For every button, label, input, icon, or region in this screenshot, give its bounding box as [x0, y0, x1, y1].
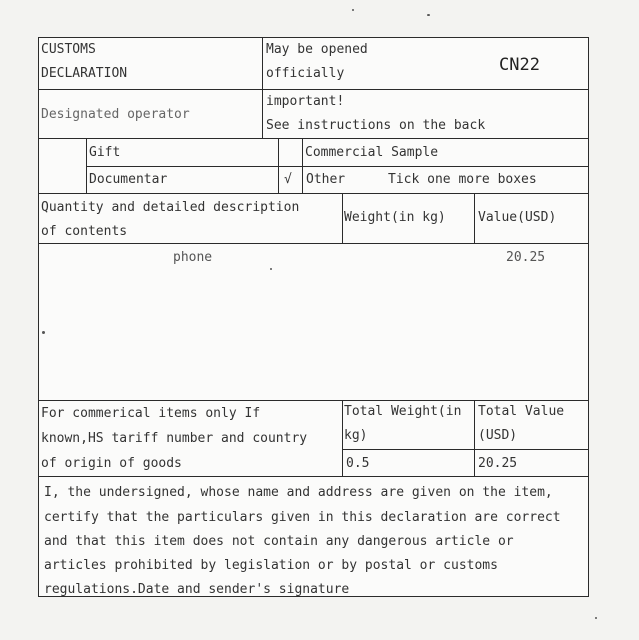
may-be-opened-line1: May be opened — [266, 42, 368, 57]
category-gift: Gift — [89, 145, 121, 160]
total-value-label-line2: (USD) — [478, 428, 518, 443]
form-title-line1: CUSTOMS — [41, 42, 96, 57]
contents-desc-line2: of contents — [41, 224, 128, 239]
form-title-line2: DECLARATION — [41, 66, 128, 81]
total-weight-label-line2: kg) — [344, 428, 368, 443]
scan-speck — [595, 617, 597, 619]
total-value-amount: 20.25 — [478, 456, 518, 471]
instructions-label: See instructions on the back — [266, 118, 486, 133]
value-header: Value(USD) — [478, 210, 557, 225]
rule-contents-area — [38, 400, 589, 401]
category-other: Other — [306, 172, 346, 187]
may-be-opened-line2: officially — [266, 66, 345, 81]
rule-checkbox-right — [302, 138, 303, 193]
certification-line2: certify that the particulars given in this declaration are correct — [44, 510, 561, 525]
commercial-note-line2: known,HS tariff number and country — [41, 431, 308, 446]
commercial-note-line3: of origin of goods — [41, 456, 182, 471]
category-documents: Documentar — [89, 172, 168, 187]
tick-hint: Tick one more boxes — [388, 172, 537, 187]
rule-totals-values — [342, 449, 589, 450]
rule-header — [38, 89, 589, 90]
rule-categories — [38, 193, 589, 194]
certification-line3: and that this item does not contain any dangerous article or — [44, 534, 514, 549]
form-code: CN22 — [499, 55, 540, 75]
border-right — [588, 37, 589, 597]
total-weight-value: 0.5 — [346, 456, 370, 471]
certification-line4: articles prohibited by legislation or by postal or customs — [44, 558, 498, 573]
scan-speck — [427, 14, 430, 16]
rule-totals — [38, 476, 589, 477]
certification-line1: I, the undersigned, whose name and address are given on the item, — [44, 485, 553, 500]
designated-operator-label: Designated operator — [41, 107, 190, 122]
item-description: phone — [173, 250, 213, 265]
border-top — [38, 37, 589, 38]
cn22-customs-form — [38, 37, 589, 597]
certification-line5: regulations.Date and sender's signature — [44, 582, 350, 597]
rule-contents-header — [38, 243, 589, 244]
scan-speck — [270, 268, 272, 270]
scan-speck — [42, 331, 45, 334]
border-left — [38, 37, 39, 597]
commercial-note-line1: For commerical items only If — [41, 406, 261, 421]
weight-header: Weight(in kg) — [344, 210, 446, 225]
important-label: important! — [266, 94, 345, 109]
rule-categories-mid — [86, 166, 589, 167]
item-value: 20.25 — [506, 250, 546, 265]
rule-checkbox-left-1 — [86, 138, 87, 193]
contents-desc-line1: Quantity and detailed description — [41, 200, 300, 215]
total-value-label-line1: Total Value — [478, 404, 565, 419]
category-commercial-sample: Commercial Sample — [305, 145, 439, 160]
rule-operator — [38, 138, 589, 139]
other-checkmark: √ — [284, 172, 292, 187]
rule-total-value-col — [474, 400, 475, 476]
rule-header-split — [262, 37, 263, 138]
rule-weight-col — [342, 193, 343, 243]
rule-value-col — [474, 193, 475, 243]
rule-total-weight-col — [342, 400, 343, 476]
rule-checkbox-left-2 — [278, 138, 279, 193]
total-weight-label-line1: Total Weight(in — [344, 404, 462, 419]
scan-speck — [352, 9, 354, 11]
